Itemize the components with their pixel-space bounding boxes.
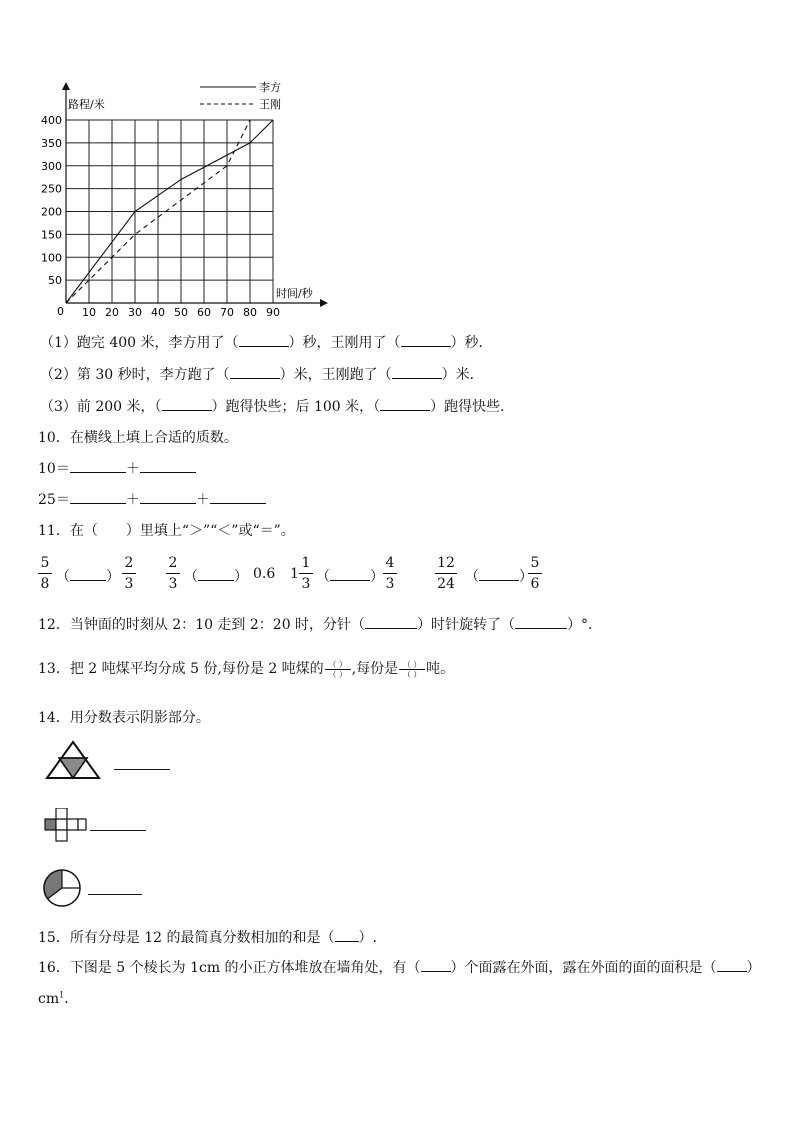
x-tick-label: 80	[243, 306, 257, 319]
q9-line-2: （2）第 30 秒时，李方跑了（ ）米，王刚跑了（ ）米．	[40, 364, 484, 384]
answer-blank[interactable]	[421, 957, 451, 972]
answer-blank[interactable]	[239, 332, 289, 347]
answer-blank[interactable]	[401, 332, 451, 347]
fraction-blank[interactable]: $\frac{( )}{( )}$	[399, 660, 425, 679]
y-tick-label: 150	[41, 228, 62, 242]
fraction-2-3: 2 3	[122, 554, 136, 593]
y-tick-label: 100	[41, 251, 62, 265]
answer-blank[interactable]	[114, 755, 170, 770]
q10-title: 10．在横线上填上合适的质数。	[38, 430, 238, 446]
triangle-figure	[45, 740, 101, 780]
chart-axes	[62, 82, 328, 307]
fraction-1-3: 1 3	[299, 554, 313, 593]
y-axis-arrow-icon	[62, 82, 70, 90]
answer-blank[interactable]	[162, 396, 212, 411]
decimal-value: 0.6	[253, 566, 276, 582]
x-tick-label: 20	[105, 306, 119, 319]
fraction-4-3: 4 3	[383, 554, 397, 593]
q12-line: 12．当钟面的时刻从 2：10 走到 2：20 时，分针（ ）时针旋转了（ ）°．	[38, 614, 602, 634]
fraction-12-24: 12 24	[435, 554, 457, 593]
y-tick-label: 200	[41, 205, 62, 219]
answer-blank[interactable]	[717, 957, 747, 972]
fraction-blank[interactable]: $\frac{( )}{( )}$	[325, 660, 351, 679]
x-tick-labels	[82, 306, 280, 319]
answer-blank[interactable]	[140, 489, 196, 504]
answer-blank[interactable]	[88, 880, 142, 895]
q14-title: 14．用分数表示阴影部分。	[38, 710, 210, 726]
q9-line-1: （1）跑完 400 米，李方用了（ ）秒，王刚用了（ ）秒．	[40, 332, 493, 352]
y-tick-label: 50	[48, 274, 62, 288]
q11-title: 11．在（ ）里填上“＞”“＜”或“＝”。	[38, 523, 295, 539]
x-axis-arrow-icon	[320, 299, 328, 307]
y-tick-labels	[41, 114, 62, 287]
answer-blank[interactable]	[515, 614, 567, 629]
compare-slot[interactable]: （ ）	[316, 566, 384, 586]
answer-blank[interactable]	[140, 458, 196, 473]
y-tick-label: 250	[41, 182, 62, 196]
x-tick-label: 40	[151, 306, 165, 319]
answer-blank[interactable]	[335, 927, 359, 942]
compare-slot[interactable]: （ ）	[184, 566, 248, 586]
x-tick-label: 10	[82, 306, 96, 319]
legend-label: 王刚	[259, 98, 281, 111]
q13-line: 13．把 2 吨煤平均分成 5 份,每份是 2 吨煤的$\frac{( )}{( )}$,每份是$\frac{( )}{( )}$吨。	[38, 659, 455, 679]
x-tick-label: 60	[197, 306, 211, 319]
legend-label: 李方	[259, 81, 281, 94]
cross-figure	[44, 808, 88, 842]
answer-blank[interactable]	[70, 458, 126, 473]
q15-line: 15．所有分母是 12 的最简真分数相加的和是（ ）.	[38, 927, 377, 947]
answer-blank[interactable]	[90, 816, 146, 831]
circle-figure	[42, 869, 84, 907]
q10-eq-2: 25＝ ＋ ＋	[38, 489, 266, 509]
q9-line-3: （3）前 200 米，（ ）跑得快些；后 100 米，（ ）跑得快些．	[40, 396, 514, 416]
origin-label: 0	[57, 305, 64, 318]
answer-blank[interactable]	[210, 489, 266, 504]
x-axis-label: 时间/秒	[276, 287, 313, 300]
answer-blank[interactable]	[392, 364, 442, 379]
q16-line-2: $cm^1$．	[38, 990, 79, 1007]
compare-slot[interactable]: （ ）	[56, 566, 120, 586]
q10-eq-1: 10＝ ＋	[38, 458, 196, 478]
x-tick-label: 50	[174, 306, 188, 319]
answer-blank[interactable]	[70, 489, 126, 504]
x-tick-label: 30	[128, 306, 142, 319]
distance-time-chart	[30, 78, 330, 323]
fraction-5-8: 5 8	[38, 554, 52, 593]
mixed-whole: 1	[290, 566, 299, 582]
y-tick-label: 400	[41, 114, 62, 127]
y-axis-label: 路程/米	[68, 98, 105, 111]
chart-legend	[200, 80, 281, 111]
answer-blank[interactable]	[230, 364, 280, 379]
x-tick-label: 70	[220, 306, 234, 319]
q16-line-1: 16．下图是 5 个棱长为 1cm 的小正方体堆放在墙角处，有（ ）个面露在外面，露在外面的面的面积是（ ）	[38, 957, 761, 977]
fraction-2-3: 2 3	[166, 554, 180, 593]
answer-blank[interactable]	[365, 614, 417, 629]
y-tick-label: 350	[41, 136, 62, 150]
answer-blank[interactable]	[380, 396, 430, 411]
compare-slot[interactable]: （ ）	[465, 566, 533, 586]
y-tick-label: 300	[41, 159, 62, 173]
x-tick-label: 90	[266, 306, 280, 319]
fraction-5-6: 5 6	[528, 554, 542, 593]
